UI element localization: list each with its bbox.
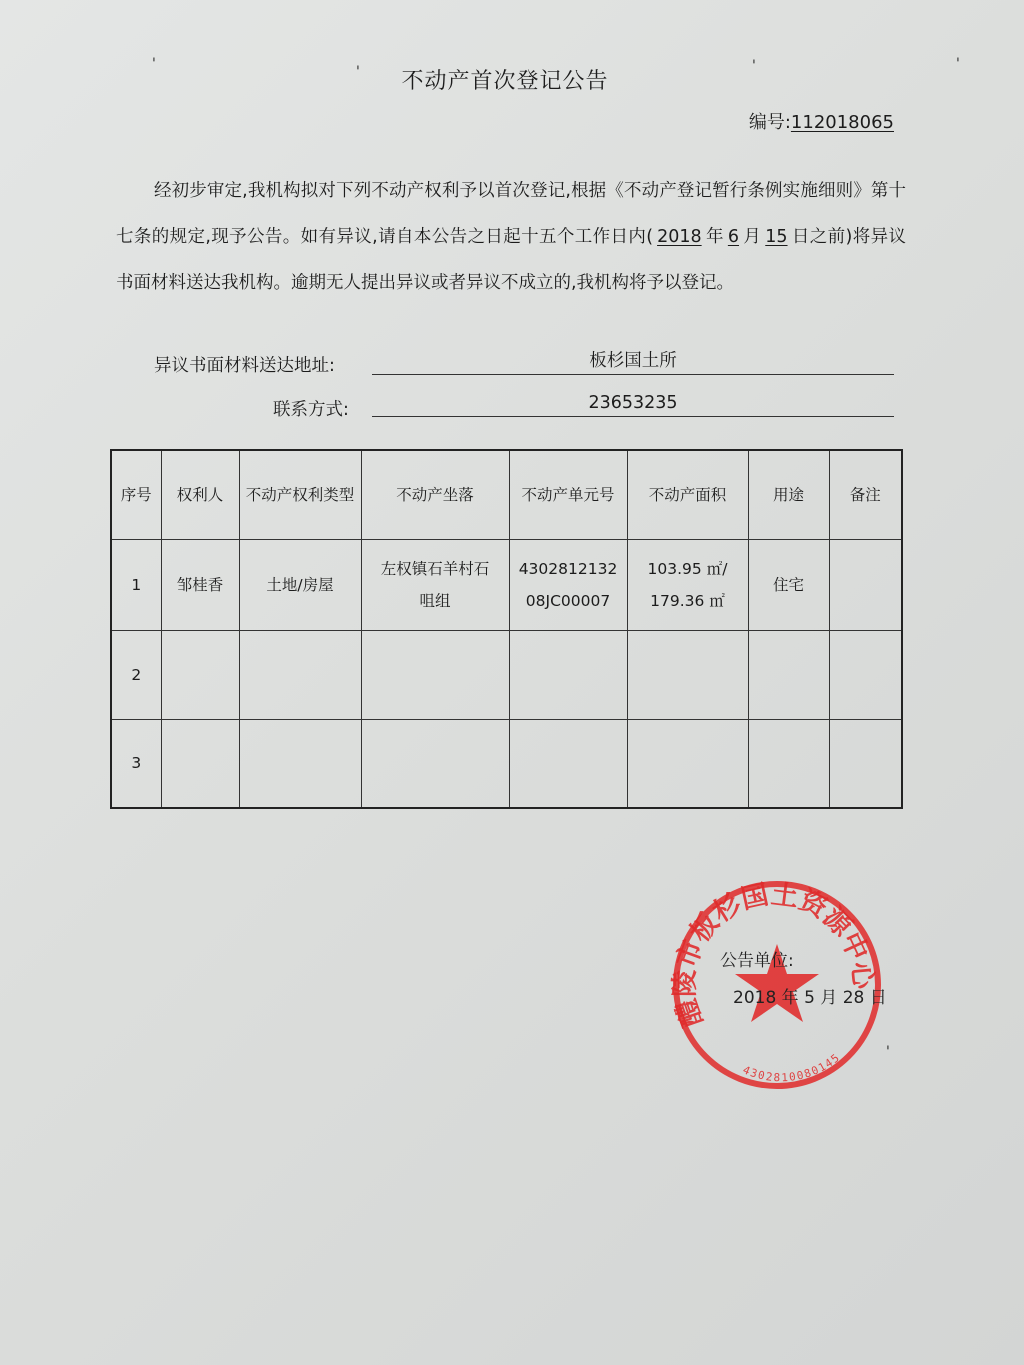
header-right-type: 不动产权利类型 [239,450,361,539]
address-value: 板杉国土所 [372,348,894,375]
cell-location: 左权镇石羊村石咀组 [361,539,509,630]
header-location: 不动产坐落 [361,450,509,539]
header-owner: 权利人 [161,450,239,539]
table-header-row [111,450,902,539]
table-row [111,539,902,630]
table-row [111,719,902,808]
contact-label: 联系方式: [273,400,349,420]
cell-use [748,719,829,808]
scan-speck: ' [886,1044,890,1060]
deadline-day: 15 [765,227,788,247]
scan-speck: ' [356,64,360,80]
cell-unit-no: 430281213208JC00007 [509,539,627,630]
scan-speck: ' [152,56,156,72]
seal-number: 4302810080145 [740,1050,843,1085]
document-number [749,108,894,134]
deadline-year: 2018 [657,227,702,247]
document-number-value: 112018065 [790,112,894,133]
scan-speck: ' [752,58,756,74]
contact-value: 23653235 [372,390,894,417]
table-row [111,630,902,719]
cell-unit-no [509,719,627,808]
cell-owner: 邹桂香 [161,539,239,630]
notice-text-a: 经初步审定,我机构拟对下列不动产权利予以首次登记,根据《不动产登记暂行条例实施细则》第十七条的规定,现予公告。如有异议,请自本公告之日起十五个工作日内( [116,181,906,247]
issue-date: 2018 年 5 月 28 日 [733,988,887,1008]
registration-table [110,449,903,809]
cell-location [361,719,509,808]
header-area: 不动产面积 [627,450,748,539]
cell-location [361,630,509,719]
scan-speck: ' [956,56,960,72]
header-use: 用途 [748,450,829,539]
cell-unit-no [509,630,627,719]
header-remark: 备注 [829,450,902,539]
header-no: 序号 [111,450,161,539]
notice-text-b: 日之前)将异议书面材料送达我机构。逾期无人提出异议或者异议不成立的,我机构将予以登记。 [116,227,906,293]
cell-right-type [239,630,361,719]
deadline-month-suffix: 月 [743,227,762,247]
cell-use: 住宅 [748,539,829,630]
cell-no: 3 [111,719,161,808]
cell-owner [161,719,239,808]
cell-area [627,630,748,719]
issuing-unit-label: 公告单位: [720,951,794,971]
cell-use [748,630,829,719]
cell-remark [829,719,902,808]
cell-no: 2 [111,630,161,719]
cell-right-type [239,719,361,808]
cell-area: 103.95 ㎡/ 179.36 ㎡ [627,539,748,630]
header-unit-no: 不动产单元号 [509,450,627,539]
cell-area [627,719,748,808]
cell-no: 1 [111,539,161,630]
deadline-year-suffix: 年 [705,227,724,247]
address-label: 异议书面材料送达地址: [154,356,335,376]
deadline-month: 6 [727,227,740,247]
seal-text: 醴陵市板杉国土资源中心 [670,878,879,1031]
cell-remark [829,630,902,719]
cell-remark [829,539,902,630]
document-title: 不动产首次登记公告 [401,69,609,94]
cell-right-type: 土地/房屋 [239,539,361,630]
document-number-label: 编号: [748,112,791,133]
notice-paragraph [116,168,906,306]
cell-owner [161,630,239,719]
